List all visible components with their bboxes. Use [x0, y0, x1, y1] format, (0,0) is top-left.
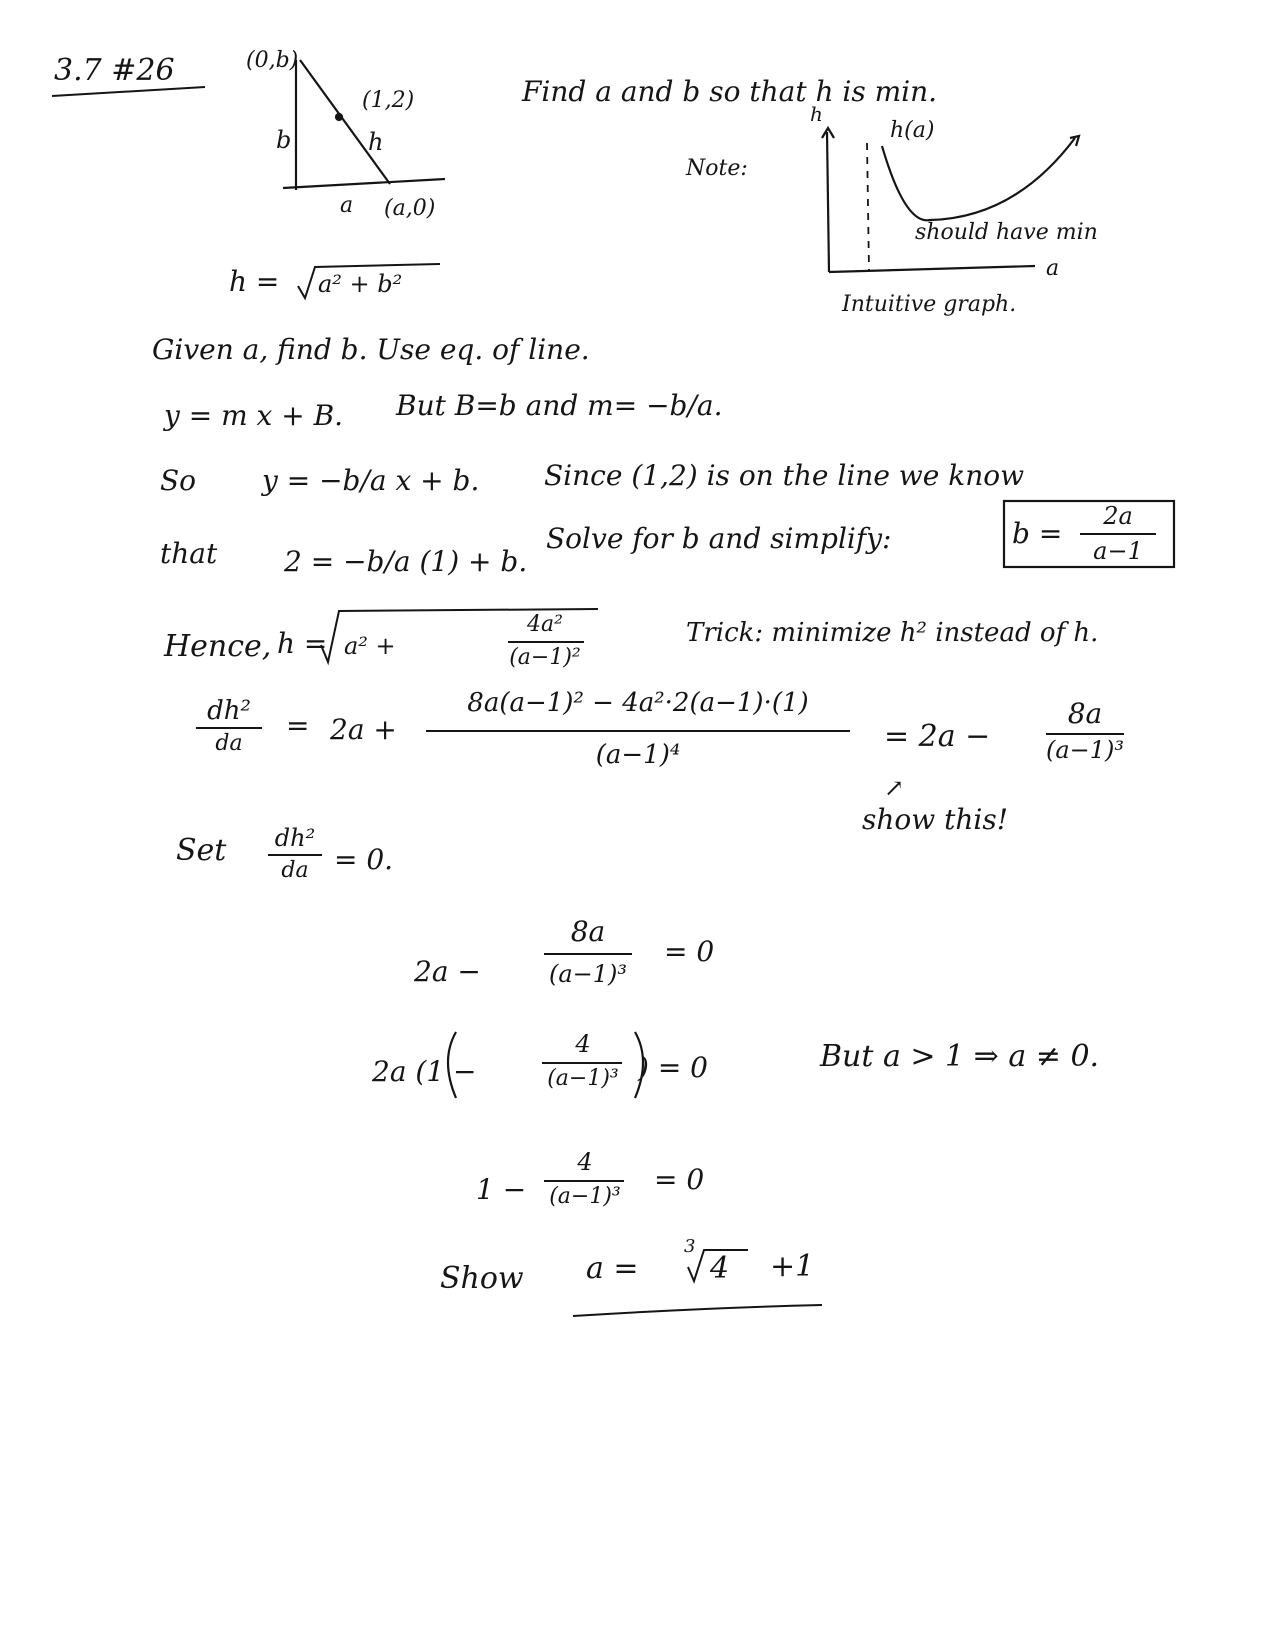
- trick-statement: Trick: minimize h² instead of h.: [686, 618, 1099, 648]
- triangle-top-point: (0,b): [246, 48, 299, 73]
- b-result-fraction-bar: [1080, 533, 1156, 535]
- h-expression-a-squared: a² +: [344, 632, 396, 660]
- triangle-bottom-point: (a,0): [384, 196, 436, 221]
- graph-x-label: a: [1046, 256, 1060, 281]
- set-word: Set: [176, 833, 227, 868]
- eq1-numerator: 8a: [570, 915, 606, 948]
- set-derivative-denominator: da: [281, 858, 309, 883]
- point-1-2-dot: [336, 114, 342, 120]
- eq1-lhs: 2a −: [414, 955, 481, 988]
- eq1-fraction-bar: [544, 953, 632, 955]
- triangle-sketch: [283, 60, 445, 190]
- that-word: that: [160, 537, 218, 570]
- derivative-result-fraction-bar: [1046, 733, 1124, 735]
- derivative-big-fraction-bar: [426, 730, 850, 732]
- derivative-denominator: da: [215, 731, 243, 756]
- derivative-result-numerator: 8a: [1067, 697, 1103, 730]
- h-expression-denominator: (a−1)²: [509, 645, 581, 670]
- eq3-rhs: = 0: [654, 1163, 705, 1196]
- intuitive-graph: [822, 128, 1079, 272]
- h-def-lhs: h =: [229, 265, 280, 298]
- b-result-lhs: b =: [1012, 517, 1063, 550]
- eq3-numerator: 4: [577, 1148, 593, 1176]
- graph-y-axis: [827, 132, 829, 272]
- show-word: Show: [440, 1261, 524, 1296]
- graph-curve-label: h(a): [890, 118, 935, 143]
- task-statement: Find a and b so that h is min.: [522, 75, 938, 108]
- derivative-big-numerator: 8a(a−1)² − 4a²·2(a−1)·(1): [467, 688, 809, 718]
- final-answer-plus-one: +1: [770, 1249, 815, 1284]
- given-statement: Given a, find b. Use eq. of line.: [152, 333, 590, 366]
- show-this-arrow: ↗: [884, 774, 905, 802]
- set-derivative-numerator: dh²: [274, 824, 316, 852]
- graph-x-axis: [829, 266, 1035, 272]
- line-equation: y = m x + B.: [164, 399, 344, 432]
- derivative-result-denominator: (a−1)³: [1045, 736, 1125, 764]
- triangle-side-b: b: [276, 126, 292, 154]
- triangle-horizontal-leg: [283, 179, 445, 188]
- triangle-hypotenuse: [300, 60, 390, 184]
- triangle-side-a: a: [340, 193, 354, 218]
- graph-note: Note:: [686, 156, 748, 181]
- show-this-note: show this!: [862, 803, 1008, 836]
- triangle-point-1-2: (1,2): [362, 88, 415, 113]
- eq2-fraction-bar: [542, 1062, 622, 1064]
- eq3-fraction-bar: [544, 1180, 624, 1182]
- triangle-hyp-h: h: [368, 128, 384, 156]
- hence-word: Hence,: [164, 629, 272, 664]
- final-answer-root-index: 3: [684, 1236, 696, 1257]
- final-answer-lhs: a =: [586, 1251, 639, 1286]
- derivative-first-term: 2a +: [330, 713, 397, 746]
- eq2-numerator: 4: [575, 1030, 591, 1058]
- b-result-numerator: 2a: [1103, 502, 1133, 530]
- solve-statement: Solve for b and simplify:: [546, 522, 892, 555]
- set-derivative-fraction-bar: [268, 854, 322, 856]
- eq3-lhs: 1 −: [476, 1173, 527, 1206]
- eq1-rhs: = 0: [664, 935, 715, 968]
- h-expression-numerator: 4a²: [527, 612, 563, 637]
- set-rhs: = 0.: [334, 843, 394, 876]
- eq1-denominator: (a−1)³: [548, 960, 628, 988]
- graph-asymptote: [867, 143, 869, 270]
- derivative-equals: =: [286, 709, 310, 742]
- eq2-denominator: (a−1)³: [547, 1066, 619, 1091]
- header-underline: [52, 87, 205, 96]
- h-def-radicand: a² + b²: [318, 270, 403, 298]
- but-statement: But a > 1 ⇒ a ≠ 0.: [820, 1039, 1100, 1074]
- graph-curve-h-of-a: [882, 138, 1075, 220]
- graph-caption: Intuitive graph.: [842, 292, 1017, 317]
- b-result-denominator: a−1: [1093, 537, 1143, 565]
- graph-min-note: should have min: [915, 220, 1098, 245]
- final-answer-radicand: 4: [710, 1251, 730, 1286]
- eq2-lhs: 2a (1 −: [372, 1055, 477, 1088]
- h-expression-lhs: h =: [277, 627, 328, 660]
- derivative-big-denominator: (a−1)⁴: [595, 740, 681, 770]
- derivative-numerator: dh²: [207, 696, 251, 726]
- so-word: So: [160, 464, 197, 497]
- since-statement: Since (1,2) is on the line we know: [544, 459, 1025, 492]
- graph-y-label: h: [810, 102, 823, 126]
- h-expression-fraction-bar: [508, 641, 584, 643]
- that-equation: 2 = −b/a (1) + b.: [284, 545, 528, 578]
- eq2-rhs: ) = 0: [638, 1051, 708, 1084]
- line-substitution: But B=b and m= −b/a.: [396, 389, 723, 422]
- so-equation: y = −b/a x + b.: [262, 464, 480, 497]
- problem-number: 3.7 #26: [54, 53, 175, 88]
- eq3-denominator: (a−1)³: [549, 1184, 621, 1209]
- derivative-result-lhs: = 2a −: [884, 719, 991, 754]
- final-underline: [573, 1305, 822, 1316]
- derivative-fraction-bar: [196, 727, 262, 729]
